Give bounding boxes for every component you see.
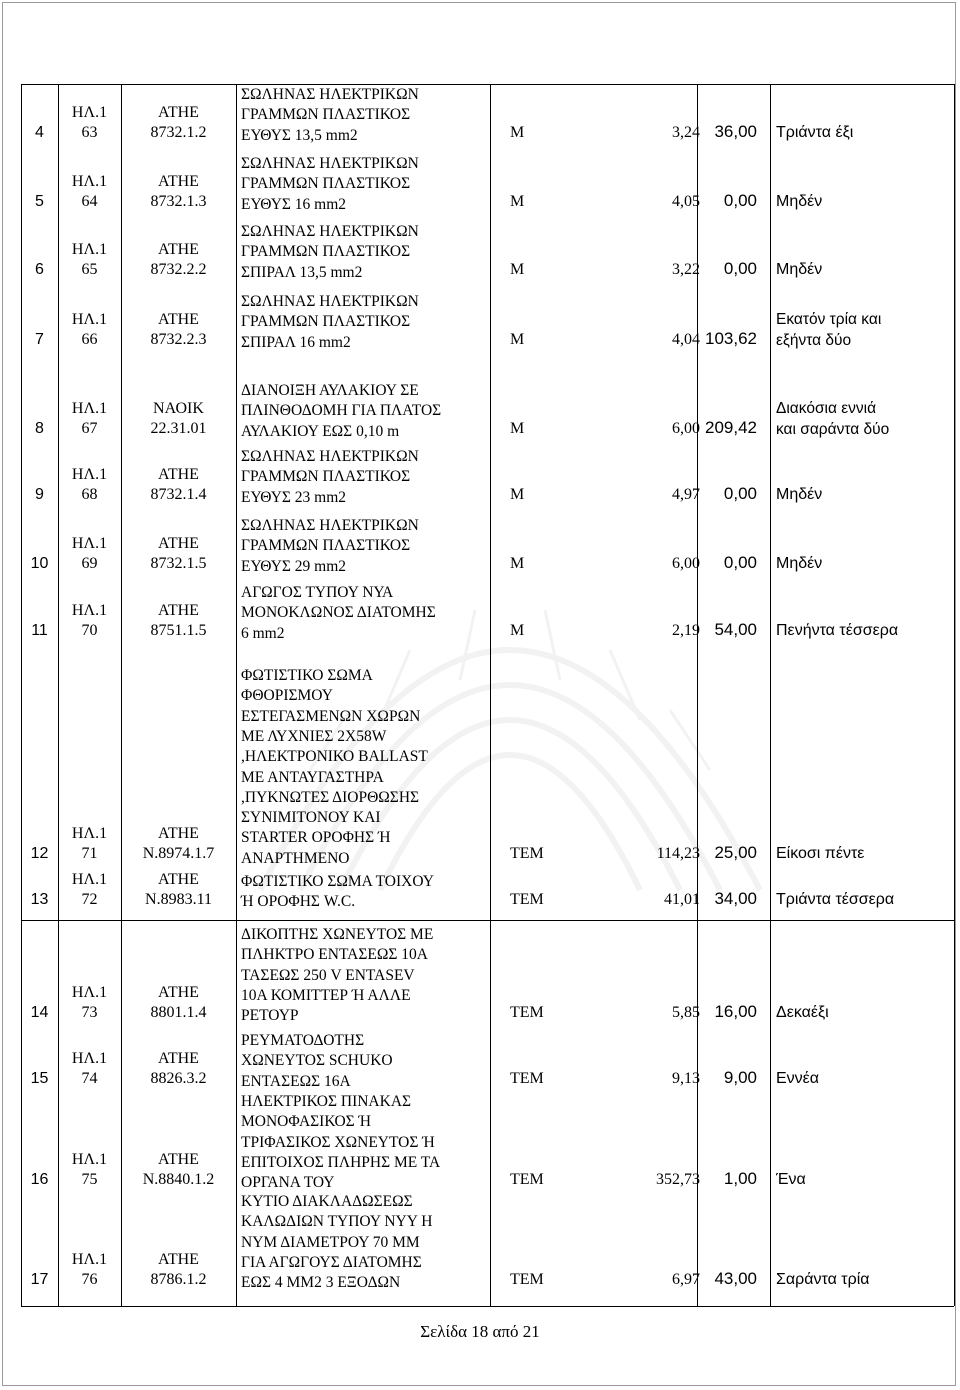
unit: Μ xyxy=(510,193,525,210)
table-vertical-rule xyxy=(954,920,955,1306)
reference-number: 8732.2.2 xyxy=(150,261,207,278)
reference-code: ΑΤΗΕ xyxy=(158,104,199,121)
unit-price: 352,73 xyxy=(656,1171,700,1188)
table-vertical-rule xyxy=(770,84,771,920)
unit: ΤΕΜ xyxy=(510,891,544,908)
reference-number: 8786.1.2 xyxy=(150,1271,207,1288)
reference-code: ΑΤΗΕ xyxy=(158,1050,199,1067)
item-description-line: ΕΩΣ 4 ΜΜ2 3 ΕΞΟΔΩΝ xyxy=(241,1274,401,1292)
row-number: 11 xyxy=(31,622,48,639)
table-vertical-rule xyxy=(58,920,59,1306)
reference-number: 8826.3.2 xyxy=(150,1070,207,1087)
item-description-line: ΕΣΤΕΓΑΣΜΕΝΩΝ ΧΩΡΩΝ xyxy=(241,707,421,725)
quantity: 16,00 xyxy=(714,1002,757,1021)
article-code-number: 74 xyxy=(81,1070,98,1087)
reference-number: Ν.8840.1.2 xyxy=(142,1171,215,1188)
item-description-line: ΣΩΛΗΝΑΣ ΗΛΕΚΤΡΙΚΩΝ xyxy=(241,293,419,310)
article-code: ΗΛ.1 xyxy=(71,173,108,190)
item-description-line: ΓΡΑΜΜΩΝ ΠΛΑΣΤΙΚΟΣ xyxy=(241,175,411,193)
amount-in-words: Τριάντα έξι xyxy=(776,124,854,141)
item-description-line: ΣΩΛΗΝΑΣ ΗΛΕΚΤΡΙΚΩΝ xyxy=(241,517,419,534)
item-description-line: ΑΝΑΡΤΗΜΕΝΟ xyxy=(241,849,350,867)
unit-price: 114,23 xyxy=(656,845,700,862)
quantity: 0,00 xyxy=(723,191,757,210)
item-description-line: ΧΩΝΕΥΤΟΣ SCHUKO xyxy=(241,1052,393,1070)
item-description-line: ΗΛΕΚΤΡΙΚΟΣ ΠΙΝΑΚΑΣ xyxy=(241,1093,412,1110)
item-description-line: ΣΠΙΡΑΛ 13,5 mm2 xyxy=(241,263,363,281)
quantity: 0,00 xyxy=(723,259,757,278)
reference-code: ΑΤΗΕ xyxy=(158,466,199,483)
item-description-line: ΓΡΑΜΜΩΝ ΠΛΑΣΤΙΚΟΣ xyxy=(241,537,411,555)
quantity: 36,00 xyxy=(714,122,757,141)
reference-code: ΑΤΗΕ xyxy=(158,602,199,619)
amount-in-words: Μηδέν xyxy=(776,193,823,210)
quantity: 25,00 xyxy=(714,843,757,862)
item-description-line: ΕΥΘΥΣ 23 mm2 xyxy=(241,488,347,506)
table-horizontal-rule xyxy=(21,920,954,921)
unit-price: 3,24 xyxy=(672,124,700,141)
item-description-line: ΦΩΤΙΣΤΙΚΟ ΣΩΜΑ xyxy=(241,667,373,684)
item-description-line: ΤΡΙΦΑΣΙΚΟΣ ΧΩΝΕΥΤΟΣ Ή xyxy=(241,1133,435,1151)
article-code: ΗΛ.1 xyxy=(71,400,108,417)
table-vertical-rule xyxy=(954,84,955,920)
reference-number: 22.31.01 xyxy=(150,420,207,437)
unit-price: 4,97 xyxy=(672,486,700,503)
item-description-line: ΓΡΑΜΜΩΝ ΠΛΑΣΤΙΚΟΣ xyxy=(241,468,411,486)
article-code-number: 66 xyxy=(81,331,98,348)
item-description-line: ΕΝΤΑΣΕΩΣ 16Α xyxy=(241,1072,351,1090)
item-description-line: ΡΕΥΜΑΤΟΔΟΤΗΣ xyxy=(241,1032,365,1049)
amount-in-words: Πενήντα τέσσερα xyxy=(776,622,899,639)
item-description-line: ΣΩΛΗΝΑΣ ΗΛΕΚΤΡΙΚΩΝ xyxy=(241,223,419,240)
unit-price: 4,04 xyxy=(672,331,700,348)
item-description-line: ΔΙΚΟΠΤΗΣ ΧΩΝΕΥΤΟΣ ΜΕ xyxy=(241,926,434,943)
article-code: ΗΛ.1 xyxy=(71,825,108,842)
item-description-line: ,ΠΥΚΝΩΤΕΣ ΔΙΟΡΘΩΣΗΣ xyxy=(241,788,420,806)
unit-price: 9,13 xyxy=(672,1070,700,1087)
amount-in-words: Εννέα xyxy=(776,1070,820,1087)
item-description-line: ΑΓΩΓΟΣ ΤΥΠΟΥ ΝΥΑ xyxy=(241,584,394,601)
quantity: 34,00 xyxy=(714,889,757,908)
article-code-number: 64 xyxy=(81,193,98,210)
reference-code: ΑΤΗΕ xyxy=(158,871,199,888)
article-code-number: 65 xyxy=(81,261,98,278)
item-description-line: ΕΠΙΤΟΙΧΟΣ ΠΛΗΡΗΣ ΜΕ ΤΑ xyxy=(241,1153,441,1171)
article-code-number: 71 xyxy=(81,845,98,862)
row-number: 6 xyxy=(35,261,44,278)
table-vertical-rule xyxy=(490,920,491,1306)
article-code-number: 63 xyxy=(81,124,98,141)
item-description-line: ΕΥΘΥΣ 16 mm2 xyxy=(241,195,347,213)
unit-price: 6,00 xyxy=(672,555,700,572)
item-description-line: ΟΡΓΑΝΑ ΤΟΥ xyxy=(241,1174,335,1192)
row-number: 16 xyxy=(30,1171,49,1188)
reference-code: ΑΤΗΕ xyxy=(158,173,199,190)
article-code: ΗΛ.1 xyxy=(71,241,108,258)
unit-price: 3,22 xyxy=(672,261,700,278)
article-code-number: 76 xyxy=(81,1271,98,1288)
row-number: 4 xyxy=(35,124,44,141)
reference-number: Ν.8974.1.7 xyxy=(142,845,215,862)
item-description-line: ΤΑΣΕΩΣ 250 V ENTASEV xyxy=(241,966,415,984)
amount-in-words: Μηδέν xyxy=(776,486,823,503)
item-description-line: ΠΛΙΝΘΟΔΟΜΗ ΓΙΑ ΠΛΑΤΟΣ xyxy=(241,402,442,420)
reference-number: 8732.1.4 xyxy=(150,486,207,503)
row-number: 15 xyxy=(30,1070,49,1087)
article-code-number: 72 xyxy=(81,891,98,908)
item-description-line: ΕΥΘΥΣ 13,5 mm2 xyxy=(241,126,358,144)
amount-in-words: Διακόσια εννιά xyxy=(776,400,877,417)
quantity: 103,62 xyxy=(705,329,757,348)
row-number: 17 xyxy=(30,1271,49,1288)
item-description-line: 10A ΚΟΜΙΤΤΕΡ Ή ΑΛΛΕ xyxy=(241,986,411,1004)
table-horizontal-rule xyxy=(21,1306,954,1307)
unit-price: 41,01 xyxy=(664,891,700,908)
article-code: ΗΛ.1 xyxy=(71,535,108,552)
article-code: ΗΛ.1 xyxy=(71,602,108,619)
amount-in-words: και σαράντα δύο xyxy=(776,421,890,438)
table-vertical-rule xyxy=(770,920,771,1306)
item-description-line: ΣΩΛΗΝΑΣ ΗΛΕΚΤΡΙΚΩΝ xyxy=(241,155,419,172)
table-vertical-rule xyxy=(21,920,22,1306)
item-description-line: ΜΕ ΛΥΧΝΙΕΣ 2Χ58W xyxy=(241,727,387,745)
article-code: ΗΛ.1 xyxy=(71,104,108,121)
table-vertical-rule xyxy=(236,920,237,1306)
article-code: ΗΛ.1 xyxy=(71,311,108,328)
row-number: 14 xyxy=(30,1004,49,1021)
unit: ΤΕΜ xyxy=(510,1004,544,1021)
item-description-line: ΠΛΗΚΤΡΟ ΕΝΤΑΣΕΩΣ 10Α xyxy=(241,946,428,964)
reference-code: ΝΑΟΙΚ xyxy=(153,400,204,417)
table-vertical-rule xyxy=(490,84,491,920)
reference-code: ΑΤΗΕ xyxy=(158,241,199,258)
amount-in-words: Μηδέν xyxy=(776,555,823,572)
item-description-line: ΦΘΟΡΙΣΜΟΥ xyxy=(241,687,333,705)
amount-in-words: Είκοσι πέντε xyxy=(776,845,865,862)
item-description-line: ΑΥΛΑΚΙΟΥ ΕΩΣ 0,10 m xyxy=(241,422,400,440)
quantity: 1,00 xyxy=(723,1169,757,1188)
reference-number: 8732.1.2 xyxy=(150,124,207,141)
article-code: ΗΛ.1 xyxy=(71,466,108,483)
reference-code: ΑΤΗΕ xyxy=(158,1251,199,1268)
unit: Μ xyxy=(510,261,525,278)
reference-code: ΑΤΗΕ xyxy=(158,535,199,552)
item-description-line: ,ΗΛΕΚΤΡΟΝΙΚΟ BALLAST xyxy=(241,748,428,766)
item-description-line: ΚΑΛΩΔΙΩΝ ΤΥΠΟΥ ΝΥΥ Η xyxy=(241,1213,433,1231)
article-code-number: 75 xyxy=(81,1171,98,1188)
reference-code: ΑΤΗΕ xyxy=(158,984,199,1001)
item-description-line: ΣΠΙΡΑΛ 16 mm2 xyxy=(241,333,351,351)
row-number: 9 xyxy=(35,486,44,503)
article-code: ΗΛ.1 xyxy=(71,1151,108,1168)
item-description-line: ΝΥΜ ΔΙΑΜΕΤΡΟΥ 70 ΜΜ xyxy=(241,1233,420,1251)
item-description-line: ΓΙΑ ΑΓΩΓΟΥΣ ΔΙΑΤΟΜΗΣ xyxy=(241,1253,422,1271)
page-footer: Σελίδα 18 από 21 xyxy=(420,1322,540,1341)
item-description-line: ΣΩΛΗΝΑΣ ΗΛΕΚΤΡΙΚΩΝ xyxy=(241,448,419,465)
article-code: ΗΛ.1 xyxy=(71,1050,108,1067)
article-code-number: 69 xyxy=(81,555,98,572)
unit: Μ xyxy=(510,555,525,572)
item-description-line: ΜΟΝΟΦΑΣΙΚΟΣ Ή xyxy=(241,1113,372,1131)
item-description-line: STARTER ΟΡΟΦΗΣ Ή xyxy=(241,829,391,847)
row-number: 8 xyxy=(35,420,44,437)
amount-in-words: Εκατόν τρία και xyxy=(776,311,882,328)
amount-in-words: εξήντα δύο xyxy=(776,332,852,349)
reference-number: 8732.2.3 xyxy=(150,331,207,348)
amount-in-words: Τριάντα τέσσερα xyxy=(776,891,895,908)
unit-price: 6,97 xyxy=(672,1271,700,1288)
item-description-line: 6 mm2 xyxy=(241,624,285,642)
reference-number: 8751.1.5 xyxy=(150,622,207,639)
item-description-line: ΓΡΑΜΜΩΝ ΠΛΑΣΤΙΚΟΣ xyxy=(241,106,411,124)
article-code-number: 73 xyxy=(81,1004,98,1021)
article-code-number: 68 xyxy=(81,486,98,503)
table-vertical-rule xyxy=(236,84,237,920)
quantity: 9,00 xyxy=(723,1068,757,1087)
reference-number: 8732.1.5 xyxy=(150,555,207,572)
item-description-line: ΜΕ ΑΝΤΑΥΓΑΣΤΗΡΑ xyxy=(241,768,384,786)
amount-in-words: Δεκαέξι xyxy=(776,1004,829,1021)
unit: Μ xyxy=(510,622,525,639)
item-description-line: ΓΡΑΜΜΩΝ ΠΛΑΣΤΙΚΟΣ xyxy=(241,243,411,261)
reference-code: ΑΤΗΕ xyxy=(158,1151,199,1168)
unit: Μ xyxy=(510,124,525,141)
row-number: 5 xyxy=(35,193,44,210)
item-description-line: ΡΕΤΟΥΡ xyxy=(241,1007,299,1025)
reference-number: 8732.1.3 xyxy=(150,193,207,210)
quantity: 0,00 xyxy=(723,484,757,503)
unit-price: 2,19 xyxy=(672,622,700,639)
quantity: 0,00 xyxy=(723,553,757,572)
reference-code: ΑΤΗΕ xyxy=(158,311,199,328)
unit-price: 4,05 xyxy=(672,193,700,210)
item-description-line: ΦΩΤΙΣΤΙΚΟ ΣΩΜΑ ΤΟΙΧΟΥ xyxy=(241,873,434,890)
row-number: 7 xyxy=(35,331,44,348)
article-code: ΗΛ.1 xyxy=(71,984,108,1001)
item-description-line: ΕΥΘΥΣ 29 mm2 xyxy=(241,557,347,575)
amount-in-words: Μηδέν xyxy=(776,261,823,278)
quantity: 43,00 xyxy=(714,1269,757,1288)
article-code-number: 67 xyxy=(81,420,98,437)
item-description-line: ΜΟΝΟΚΛΩΝΟΣ ΔΙΑΤΟΜΗΣ xyxy=(241,604,436,622)
item-description-line: ΣΩΛΗΝΑΣ ΗΛΕΚΤΡΙΚΩΝ xyxy=(241,86,419,103)
amount-in-words: Σαράντα τρία xyxy=(776,1271,870,1288)
row-number: 13 xyxy=(30,891,49,908)
article-code-number: 70 xyxy=(81,622,98,639)
row-number: 12 xyxy=(30,845,49,862)
article-code: ΗΛ.1 xyxy=(71,871,108,888)
unit: Μ xyxy=(510,331,525,348)
reference-number: Ν.8983.11 xyxy=(145,891,212,908)
table-vertical-rule xyxy=(121,920,122,1306)
unit: ΤΕΜ xyxy=(510,1171,544,1188)
item-description-line: ΔΙΑΝΟΙΞΗ ΑΥΛΑΚΙΟΥ ΣΕ xyxy=(241,382,419,399)
unit-price: 6,00 xyxy=(672,420,700,437)
unit: Μ xyxy=(510,486,525,503)
unit: ΤΕΜ xyxy=(510,1070,544,1087)
item-description-line: ΚΥΤΙΟ ΔΙΑΚΛΑΔΩΣΕΩΣ xyxy=(241,1193,413,1210)
reference-number: 8801.1.4 xyxy=(150,1004,207,1021)
item-description-line: ΣΥΝΙΜΙΤΟΝΟΥ ΚΑΙ xyxy=(241,809,381,827)
quantity: 54,00 xyxy=(714,620,757,639)
reference-code: ΑΤΗΕ xyxy=(158,825,199,842)
row-number: 10 xyxy=(30,555,49,572)
unit: ΤΕΜ xyxy=(510,845,544,862)
table-vertical-rule xyxy=(697,920,698,1306)
quantity: 209,42 xyxy=(705,418,757,437)
table-horizontal-rule xyxy=(21,84,954,85)
unit: ΤΕΜ xyxy=(510,1271,544,1288)
item-description-line: Ή ΟΡΟΦΗΣ W.C. xyxy=(241,893,356,911)
item-description-line: ΓΡΑΜΜΩΝ ΠΛΑΣΤΙΚΟΣ xyxy=(241,313,411,331)
article-code: ΗΛ.1 xyxy=(71,1251,108,1268)
unit: Μ xyxy=(510,420,525,437)
unit-price: 5,85 xyxy=(672,1004,700,1021)
amount-in-words: Ένα xyxy=(776,1171,806,1188)
